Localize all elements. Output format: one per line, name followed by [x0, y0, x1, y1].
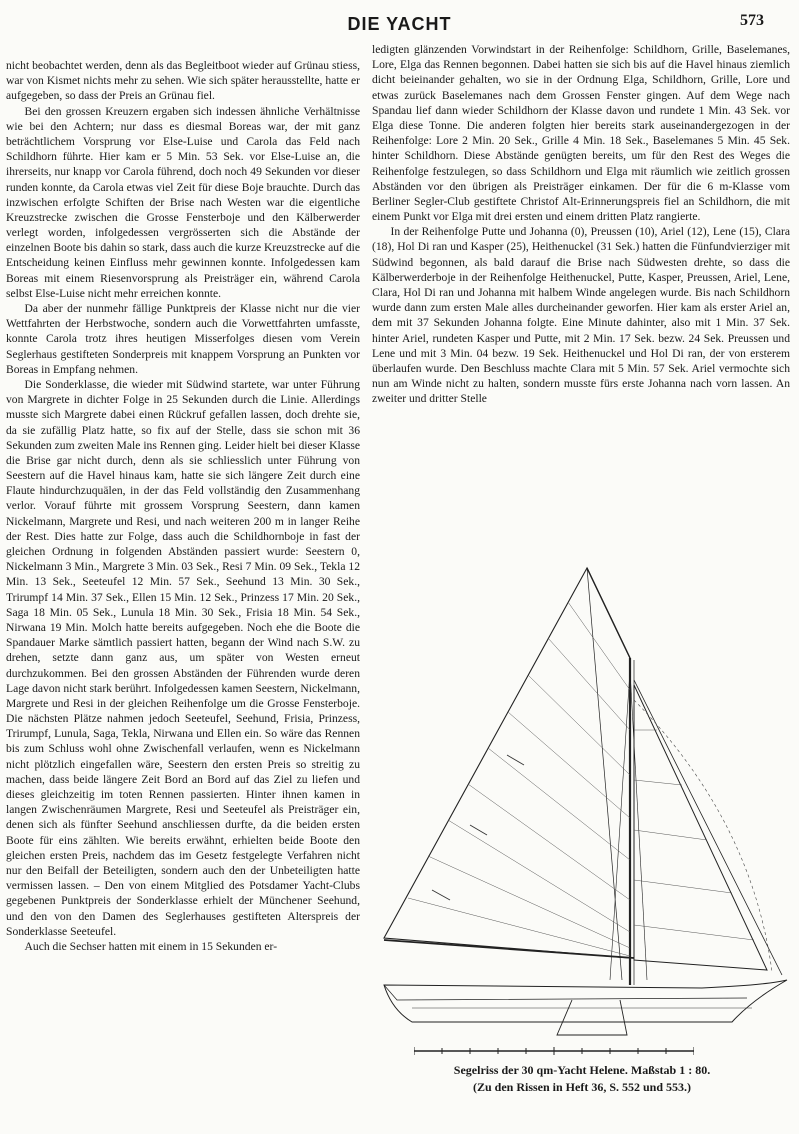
paragraph: Da aber der nunmehr fällige Punktpreis der Klasse nicht nur die vier Wettfahrten der Herbstwoche, sondern auch die Vorwettfahrten umfasste, konnte Carola trotz ihres heutigen Misserfolges diesen vom Verein Seglerhaus gestifteten Sonderpreis mit knappem Vorsprung an Punkten vor Boreas in Empfang nehmen. [6, 302, 360, 376]
hull-outline [384, 980, 787, 1022]
right-column [372, 42, 790, 407]
keel-outline [557, 1000, 627, 1035]
paragraph: Auch die Sechser hatten mit einem in 15 Sekunden er- [24, 939, 278, 953]
scale-bar [414, 1046, 694, 1056]
page-number: 573 [740, 12, 764, 29]
paragraph: Die Sonderklasse, die wieder mit Südwind startete, war unter Führung von Margrete in dichter Folge in 25 Sekunden durch die Linie. Allerdings musste sich Margrete dabei einen Rückruf gefallen lassen, doch drehte sie, da sie zufällig Platz hatte, so fix auf der Stelle, dass sie schon mit 36 Sekunden zum zweiten Male ins Rennen ging. Leider hielt bei dieser Klasse die Brise gar nicht durch, denn als sie schliesslich unter Führung von Seestern auf die Havel hinaus kam, hatte sie sich längere Zeit durch eine Flaute hindurchzuquälen, in der das Feld vollständig den Zusammenhang verlor. Vorauf führte mit grossem Vorsprung Seestern, dann kamen Nickelmann, Margrete und Resi, und nach weiteren 200 m in langer Reihe der Rest. Dies hatte zur Folge, dass auch die Schildhornboje in fast der gleichen Ordnung in folgenden Abständen passiert wurde: Seestern 0, Nickelmann 3 Min., Margrete 3 Min. 03 Sek., Resi 7 Min. 09 Sek., Tekla 12 Min. 13 Sek., Seeteufel 12 Min. 57 Sek., Seehund 13 Min. 30 Sek., Trirumpf 14 Min. 37 Sek., Ellen 15 Min. 12 Sek., Prinzess 17 Min. 20 Sek., Saga 18 Min. 05 Sek., Lunula 18 Min. 30 Sek., Frisia 18 Min. 54 Sek., Nirwana 19 Min. Molch hatte bereits aufgegeben. Noch ehe die Boote die Spandauer Marke sämtlich passiert hatten, begann der Wind nach S.W. zu drehen, setzte dann ganz aus, um später von Westen erneut durchzukommen. Bei den grossen Abständen der Führenden wurde deren Lage davon nicht stark berührt. Infolgedessen kamen Seestern, Nickelmann, Margrete und Resi in der gleichen Reihenfolge um die Grosse Fensterboje. Die nächsten Plätze nahmen jedoch Seeteufel, Seehund, Frisia, Prinzess, Trirumpf, Lunula, Saga, Tekla, Nirwana und Ellen ein. So wäre das Rennen bis zum Schluss wohl ohne Zwischenfall verlaufen, wenn es Nickelmann nicht plötzlich eingefallen wäre, Seestern den ersten Preis so streitig zu machen, dass beide längere Zeit Bord an Bord auf das Ziel zu liefen und dieses gleichzeitig im toten Rennen passierten. Hinter ihnen kamen in langen Zwischenräumen Margrete, Resi und Seeteufel als Preisträger ein, denen sich als fünfter Seehund anschliessen durfte, da die beiden ersten Boote für eins zählten. Wie bereits erwähnt, erhielten beide Boote den gleichen ersten Preis, nachdem das im Gesetz festgelegte Verfahren nicht nur den Beifall der Beteiligten, sondern auch den der Unbeteiligten hatte vermissen lassen. – Den von einem Mitglied des Potsdamer Yacht-Clubs gegebenen Punktpreis der Sonderklasse erhielt der Münchener Seehund, und den von den Damen des Seglerhauses gestifteten Alterspreis der Sonderklasse Seeteufel. [6, 377, 360, 938]
paragraph: In der Reihenfolge Putte und Johanna (0), Preussen (10), Ariel (12), Lene (15), Clara (18), Hol Di ran und Kasper (25), Heithenuckel (31 Sek.) hatten die Fünfundvierziger mit Südwind begonnen, als bald darauf die Brise nach Südwesten drehte, so dass die Kälberwerderboje in der Reihenfolge Heithenuckel, Putte, Kasper, Preussen, Ariel, Lene, Clara, Hol Di ran und Johanna mit halbem Winde angelegen wurde. Bis nach Schildhorn wurde dann zum ersten Male alles durcheinander geworfen. Hier kam als erster Ariel an, dem mit 37 Sekunden Johanna folgte. Eine Minute dahinter, also mit 1 Min. 37 Sek. hinter Ariel, rundeten Kasper und Putte, mit 2 Min. 17 Sek. bezw. 24 Sek. Preussen und Lene und mit 3 Min. 04 bezw. 19 Sek. Heithenuckel und Hol Di ran, der von ersterem überlaufen wurde. Den Beschluss machte Clara mit 5 Min. 57 Sek. Ariel vermochte sich nun am Winde nicht zu halten, sondern musste fürs erste Johanna nach vorn lassen. An zweiter und dritter Stelle [372, 225, 790, 406]
sail-plan-drawing [372, 560, 792, 1050]
paragraph: ledigten glänzenden Vorwindstart in der Reihenfolge: Schildhorn, Grille, Baselemanes, Lore, Elga das Rennen begonnen. Dabei hatten sie sich bis auf die Havel hinaus ziemlich dicht beieinander gehalten, wo sie in der Ordnung Elga, Schildhorn, Grille, Lore und etwas zurück Baselemanes nach dem Grossen Fenster gingen. Auf dem Wege nach Spandau lief dann wieder Schildhorn der Klasse davon und rundete 1 Min. 43 Sek. vor Elga diese Tonne. Die anderen folgten hier bereits stark auseinandergezogen in der Reihenfolge: Lore 2 Min. 20 Sek., Grille 4 Min. 18 Sek., Baselemanes 5 Min. 45 Sek. hinter Schildhorn. Diese Abstände genügten bereits, um für den Rest des Weges die Reihenfolge festzulegen, so dass Schildhorn und Elga mit räumlich wie zeitlich grossen Abständen vor den übrigen als Preisträger einkamen. Der für die 6 m-Klasse vom Berliner Segler-Club gestiftete Christof Alt-Erinnerungspreis fiel an Schildhorn, die mit einem Punkt vor Elga mit drei ersten und einem dritten Platz rangierte. [372, 43, 790, 224]
paragraph: nicht beobachtet werden, denn als das Begleitboot wieder auf Grünau stiess, war von Kismet nichts mehr zu sehen. Wie sich später herausstellte, hatte er aufgegeben, so dass der Preis an Grünau fiel. [6, 59, 360, 103]
left-column [6, 58, 360, 954]
boom [384, 940, 634, 958]
figure-caption-note: (Zu den Rissen in Heft 36, S. 552 und 553.) [472, 1080, 692, 1094]
sail-plan-figure [372, 560, 792, 1050]
figure-caption-title: Segelriss der 30 qm-Yacht Helene. Maßstab 1 : 80. [453, 1063, 711, 1077]
page-header-title: DIE YACHT [347, 14, 452, 34]
paragraph: Bei den grossen Kreuzern ergaben sich indessen ähnliche Verhältnisse wie bei den Achtern; nur dass es diesmal Boreas war, der mit ganz beträchtlichem Vorsprung vor Else-Luise und Carola das Feld nach Schildhorn führte. Hier kam er 5 Min. 53 Sek. vor Else-Luise an, die ihrerseits, nur knapp vor Carola führend, doch noch 49 Sekunden vor dieser runden konnte, da Carola etwas viel Zeit für diese Boje brauchte. Durch das inzwischen erfolgte Schiften der Brise nach Westen war die eigentliche Kreuzstrecke zwischen die Grosse Fensterboje und den Kälberwerder verlegt worden, infolgedessen vergrösserten sich die Abstände der einzelnen Boote bis dahin so stark, dass auch die kurze Kreuzstrecke auf die Entscheidung keinen Einfluss mehr gewinnen konnte. Infolgedessen kam Boreas mit einem Riesenvorsprung als Preisträger ein, während Carola selbst Else-Luise nicht mehr erreichen konnte. [6, 104, 360, 300]
